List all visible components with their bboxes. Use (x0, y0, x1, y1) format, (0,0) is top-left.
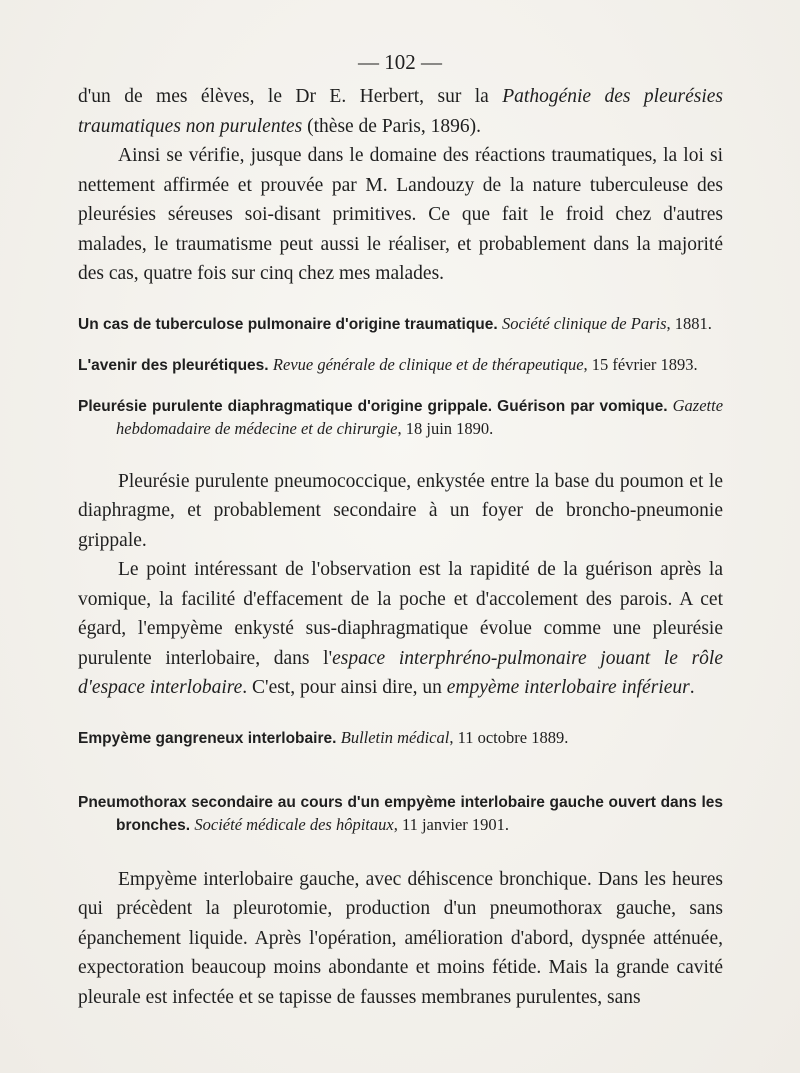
reference-journal: Gazette hebdomadaire de médecine et de chirurgie (116, 395, 724, 438)
reference-pneumothorax (78, 792, 723, 837)
emphasis-text: empyème interlobaire inférieur (446, 677, 690, 698)
reference-title: L'avenir des pleurétiques. (78, 356, 269, 374)
page-content (78, 82, 723, 1012)
paragraph-landouzy: Ainsi se vérifie, jusque dans le domaine des réactions traumatiques, la loi si nettement affirmée et prouvée par M. Landouzy de la nature tuberculeuse des pleurésies séreuses soi-disant primitives. Ce que fait le froid chez d'autres malades, le traumatisme peut aussi le réaliser, et probablement dans la majorité des cas, quatre fois sur cinq chez mes malades. (78, 145, 723, 284)
text-span: (thèse de Paris, 1896). (302, 115, 481, 137)
thesis-title: Pathogénie des pleurésies traumatiques non purulentes (78, 86, 723, 137)
reference-date: , 11 janvier 1901. (393, 814, 510, 834)
emphasis-text: espace interphréno-pulmonaire jouant le rôle d'espace interlobaire (78, 647, 723, 698)
text-span: . C'est, pour ainsi dire, un (242, 677, 447, 698)
page-number: — 102 — (358, 50, 442, 74)
paragraph-observation (78, 555, 723, 703)
paragraph-herbert (78, 82, 723, 141)
reference-journal: Revue générale de clinique et de thérapeutique (272, 354, 584, 374)
reference-title: Un cas de tuberculose pulmonaire d'origine traumatique. (78, 315, 498, 333)
reference-date: , 15 février 1893. (583, 354, 698, 374)
reference-title: Empyème gangreneux interlobaire. (78, 729, 337, 747)
reference-tuberculose (78, 313, 723, 336)
reference-pleuresie-grippale (78, 395, 723, 441)
reference-title: Pneumothorax secondaire au cours d'un empyème interlobaire gauche ouvert dans les bronches. (78, 793, 723, 834)
reference-journal: Société médicale des hôpitaux (194, 814, 394, 834)
text-span: Le point intéressant de l'observation est la rapidité de la guérison après la vomique, la facilité d'effacement de la poche et d'accolement des parois. A cet égard, l'empyème enkysté sus-diaphragmatique évolue comme une pleurésie purulente interlobaire, dans l' (78, 559, 723, 669)
reference-date: , 1881. (666, 313, 712, 333)
paragraph-empyeme-gauche: Empyème interlobaire gauche, avec déhiscence bronchique. Dans les heures qui précèdent la pleurotomie, production d'un pneumothorax gauche, sans épanchement liquide. Après l'opération, amélioration d'abord, dyspnée atténuée, expectoration beaucoup moins abondante et moins fétide. Mais la grande cavité pleurale est infectée et se tapisse de fausses membranes purulentes, sans (78, 868, 723, 1008)
reference-empyeme-gangreneux (78, 727, 723, 750)
reference-title: Pleurésie purulente diaphragmatique d'origine grippale. Guérison par vomique. (78, 397, 668, 415)
reference-date: , 18 juin 1890. (397, 418, 494, 438)
reference-journal: Bulletin médical (340, 727, 450, 747)
reference-journal: Société clinique de Paris (502, 313, 667, 333)
text-span: d'un de mes élèves, le Dr E. Herbert, sur la (78, 86, 503, 107)
reference-date: , 11 octobre 1889. (449, 727, 569, 747)
text-span: . (689, 677, 695, 698)
paragraph-pneumococcique: Pleurésie purulente pneumococcique, enkystée entre la base du poumon et le diaphragme, et probablement secondaire à un foyer de broncho-pneumonie grippale. (78, 470, 723, 551)
reference-pleuretiques (78, 354, 723, 377)
